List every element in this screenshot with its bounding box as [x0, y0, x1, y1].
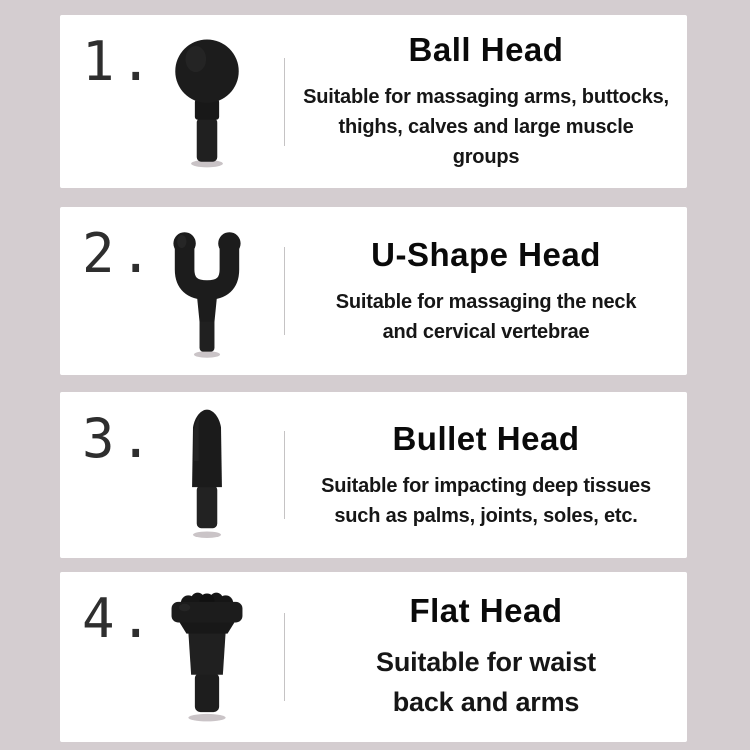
flat-head-image — [144, 582, 284, 732]
item-number: 4. — [82, 587, 158, 650]
description-line: Suitable for impacting deep tissues — [321, 474, 651, 497]
description-line: thighs, calves and large muscle groups — [338, 116, 634, 168]
item-number: 3. — [82, 407, 158, 470]
attachment-title: U-Shape Head — [371, 235, 601, 273]
bullet-head-image — [144, 400, 284, 550]
attachment-description — [303, 643, 669, 721]
description-line: such as palms, joints, soles, etc. — [334, 504, 638, 527]
description-line: and cervical vertebrae — [382, 320, 590, 343]
attachment-description — [303, 82, 669, 172]
attachment-title: Ball Head — [408, 31, 564, 68]
attachment-card-flat-head — [60, 572, 687, 742]
attachment-card-bullet-head — [60, 392, 687, 558]
item-number: 2. — [82, 222, 158, 285]
attachment-description — [303, 287, 669, 347]
description-line: back and arms — [392, 686, 580, 717]
description-line: Suitable for waist — [376, 647, 596, 678]
attachment-card-ball-head — [60, 15, 687, 188]
attachment-title: Bullet Head — [392, 419, 580, 457]
u-shape-head-image — [144, 216, 284, 366]
attachment-card-u-shape-head — [60, 207, 687, 375]
attachment-title: Flat Head — [409, 592, 563, 630]
ball-head-image — [144, 27, 284, 177]
attachment-description — [303, 471, 669, 531]
item-number: 1. — [82, 30, 158, 93]
description-line: Suitable for massaging the neck — [335, 290, 637, 313]
description-line: Suitable for massaging arms, buttocks, — [303, 86, 669, 108]
